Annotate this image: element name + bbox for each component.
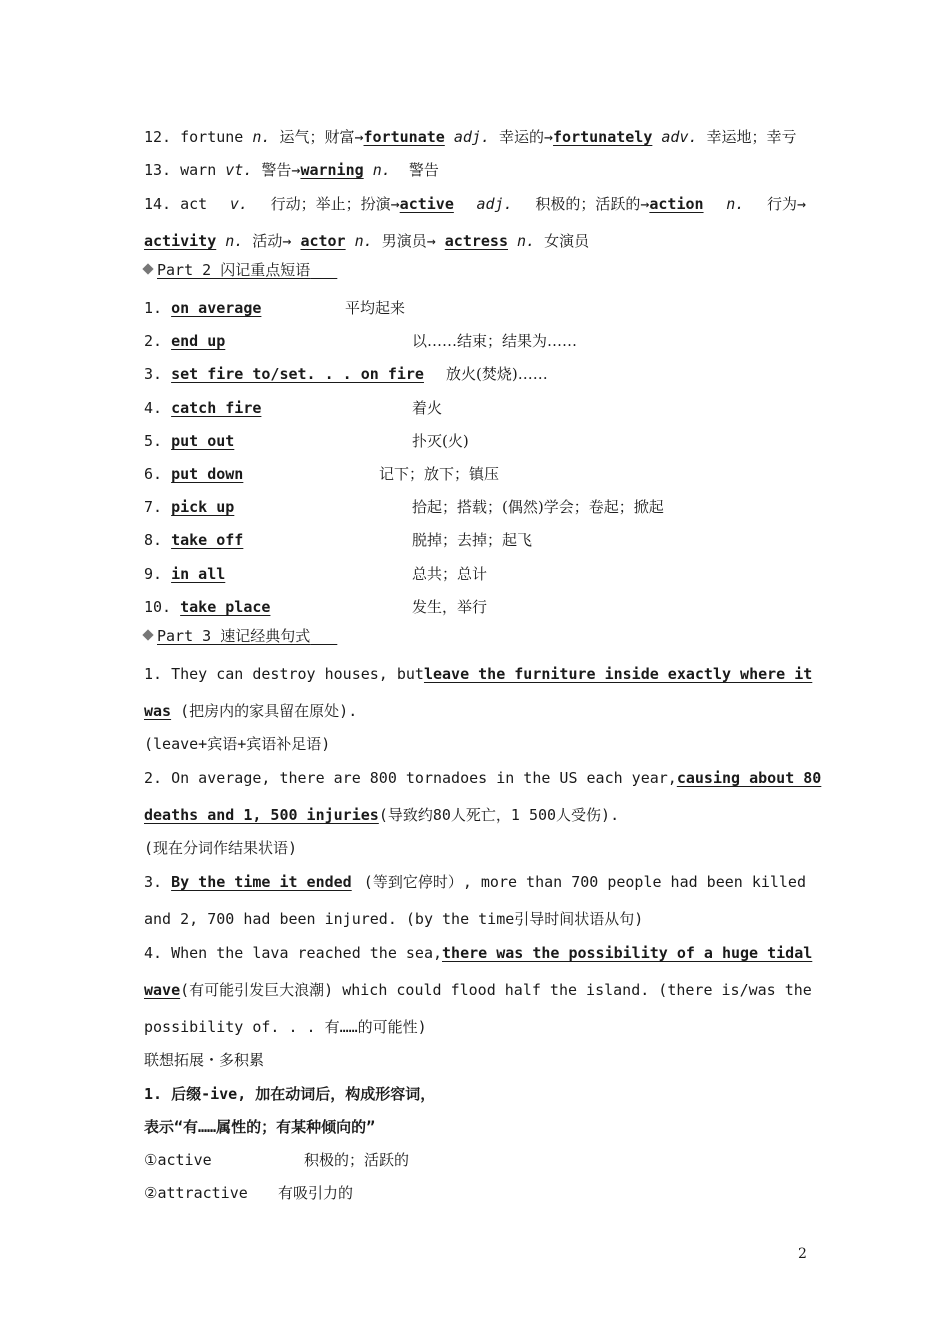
vocab-meaning: 运气；财富→	[279, 128, 364, 146]
example-word: ①active	[144, 1151, 212, 1169]
diamond-bullet-icon	[142, 263, 153, 274]
phrase: put out	[171, 432, 235, 450]
part-of-speech: n.	[225, 232, 244, 250]
derived-meaning: 男演员→	[381, 232, 436, 250]
sentence-4-line-1	[144, 943, 813, 963]
expand-heading: 联想拓展・多积累	[144, 1051, 265, 1069]
item-number: 13.	[144, 161, 172, 179]
phrase-meaning: 以……结束；结果为……	[412, 332, 578, 350]
page-number: 2	[798, 1246, 807, 1262]
derived-meaning: 幸运地；幸亏	[706, 128, 797, 146]
phrase-meaning: 放火(焚烧)……	[446, 365, 548, 383]
key-pattern: leave the furniture inside exactly where it	[423, 665, 813, 683]
phrase: catch fire	[171, 399, 262, 417]
phrase-item: 9. in all	[144, 565, 226, 583]
derived-meaning: 行为→	[766, 195, 806, 213]
example-meaning: 积极的；活跃的	[304, 1151, 410, 1169]
section-title: Part 3 速记经典句式	[157, 627, 311, 645]
part-of-speech: adv.	[661, 128, 698, 146]
part-of-speech: n.	[726, 195, 745, 213]
key-pattern: causing about 80	[676, 769, 822, 787]
section-title: Part 2 闪记重点短语	[157, 261, 311, 279]
derived-meaning: 女演员	[544, 232, 590, 250]
item-number: 14.	[144, 195, 172, 213]
phrase: on average	[171, 299, 262, 317]
vocab-item-14	[144, 194, 806, 214]
derived-word: fortunate	[363, 128, 445, 146]
part-of-speech: n.	[517, 232, 536, 250]
part-of-speech: vt.	[225, 161, 253, 179]
phrase-meaning: 平均起来	[345, 299, 406, 317]
sentence-text: (把房内的家具留在原处).	[180, 702, 358, 720]
derived-word: active	[399, 195, 454, 213]
key-pattern: deaths and 1, 500 injuries	[144, 806, 379, 824]
vocab-word: warn	[180, 161, 217, 179]
suffix-rule: 1. 后缀-ive, 加在动词后，构成形容词，	[144, 1085, 436, 1103]
vocab-item-14-continued	[144, 231, 589, 251]
key-pattern: wave	[144, 981, 181, 999]
phrase-meaning: 拾起；搭载；(偶然)学会；卷起；掀起	[412, 498, 664, 516]
phrase-item: 3. set fire to/set. . . on fire	[144, 365, 424, 383]
sentence-text: (有可能引发巨大浪潮) which could flood half the island. (there is/was the	[180, 981, 812, 999]
derived-word: action	[649, 195, 704, 213]
sentence-2-line-2	[144, 805, 619, 825]
phrase-meaning: 总共；总计	[412, 565, 488, 583]
key-pattern: was	[144, 702, 172, 720]
phrase-item: 6. put down	[144, 465, 244, 483]
key-pattern: By the time it ended	[171, 873, 352, 891]
grammar-note: (现在分词作结果状语)	[144, 839, 298, 857]
part-of-speech: v.	[229, 195, 248, 213]
sentence-3-line-2: and 2, 700 had been injured. (by the time引导时间状语从句)	[144, 910, 644, 928]
diamond-bullet-icon	[142, 629, 153, 640]
suffix-rule-meaning: 表示“有……属性的；有某种倾向的”	[144, 1118, 376, 1136]
vocab-word: fortune	[180, 128, 244, 146]
vocab-item-13	[144, 160, 439, 180]
vocab-meaning: 行动；举止；扮演→	[270, 195, 400, 213]
phrase: in all	[171, 565, 226, 583]
phrase: pick up	[171, 498, 235, 516]
part3-heading	[144, 626, 337, 646]
derived-meaning: 积极的；活跃的→	[535, 195, 650, 213]
sentence-text: 4. When the lava reached the sea,	[144, 944, 443, 962]
sentence-2-line-1	[144, 768, 822, 788]
part-of-speech: n.	[252, 128, 271, 146]
derived-word: fortunately	[553, 128, 653, 146]
phrase: take place	[180, 598, 271, 616]
derived-word: actress	[444, 232, 508, 250]
sentence-4-line-3: possibility of. . . 有……的可能性)	[144, 1018, 427, 1036]
part-of-speech: n.	[354, 232, 373, 250]
derived-meaning: 警告	[408, 161, 439, 179]
item-number: 12.	[144, 128, 172, 146]
phrase-item: 10. take place	[144, 598, 271, 616]
phrase-item: 7. pick up	[144, 498, 235, 516]
key-pattern: there was the possibility of a huge tidal	[442, 944, 813, 962]
sentence-1-line-1	[144, 664, 813, 684]
derived-word: actor	[300, 232, 346, 250]
vocab-item-12	[144, 127, 797, 147]
phrase-meaning: 着火	[412, 399, 443, 417]
phrase: take off	[171, 531, 244, 549]
grammar-note: (leave+宾语+宾语补足语)	[144, 735, 331, 753]
sentence-text: 3.	[144, 873, 163, 891]
phrase-item: 5. put out	[144, 432, 235, 450]
phrase: put down	[171, 465, 244, 483]
sentence-4-line-2	[144, 980, 812, 1000]
part-of-speech: n.	[372, 161, 391, 179]
part-of-speech: adj.	[453, 128, 490, 146]
phrase-meaning: 脱掉；去掉；起飞	[412, 531, 533, 549]
vocab-meaning: 警告→	[261, 161, 301, 179]
sentence-text: 1. They can destroy houses, but	[144, 665, 424, 683]
phrase-item: 2. end up	[144, 332, 226, 350]
part2-heading	[144, 260, 337, 280]
sentence-3-line-1	[144, 872, 806, 892]
phrase-item: 1. on average	[144, 299, 262, 317]
sentence-1-line-2	[144, 701, 357, 721]
example-word: ②attractive	[144, 1184, 248, 1202]
phrase-meaning: 扑灭(火)	[412, 432, 469, 450]
part-of-speech: adj.	[476, 195, 513, 213]
derived-meaning: 幸运的→	[498, 128, 554, 146]
phrase-meaning: 记下；放下；镇压	[379, 465, 500, 483]
phrase-item: 8. take off	[144, 531, 244, 549]
derived-word: activity	[144, 232, 217, 250]
phrase-meaning: 发生，举行	[412, 598, 488, 616]
phrase-item: 4. catch fire	[144, 399, 262, 417]
example-meaning: 有吸引力的	[278, 1184, 354, 1202]
derived-word: warning	[300, 161, 364, 179]
phrase: end up	[171, 332, 226, 350]
phrase: set fire to/set. . . on fire	[171, 365, 424, 383]
vocab-word: act	[180, 195, 208, 213]
derived-meaning: 活动→	[252, 232, 292, 250]
sentence-text: (等到它停时）, more than 700 people had been killed	[363, 873, 806, 891]
sentence-text: 2. On average, there are 800 tornadoes in the US each year,	[144, 769, 677, 787]
sentence-text: (导致约80人死亡，1 500人受伤).	[378, 806, 620, 824]
